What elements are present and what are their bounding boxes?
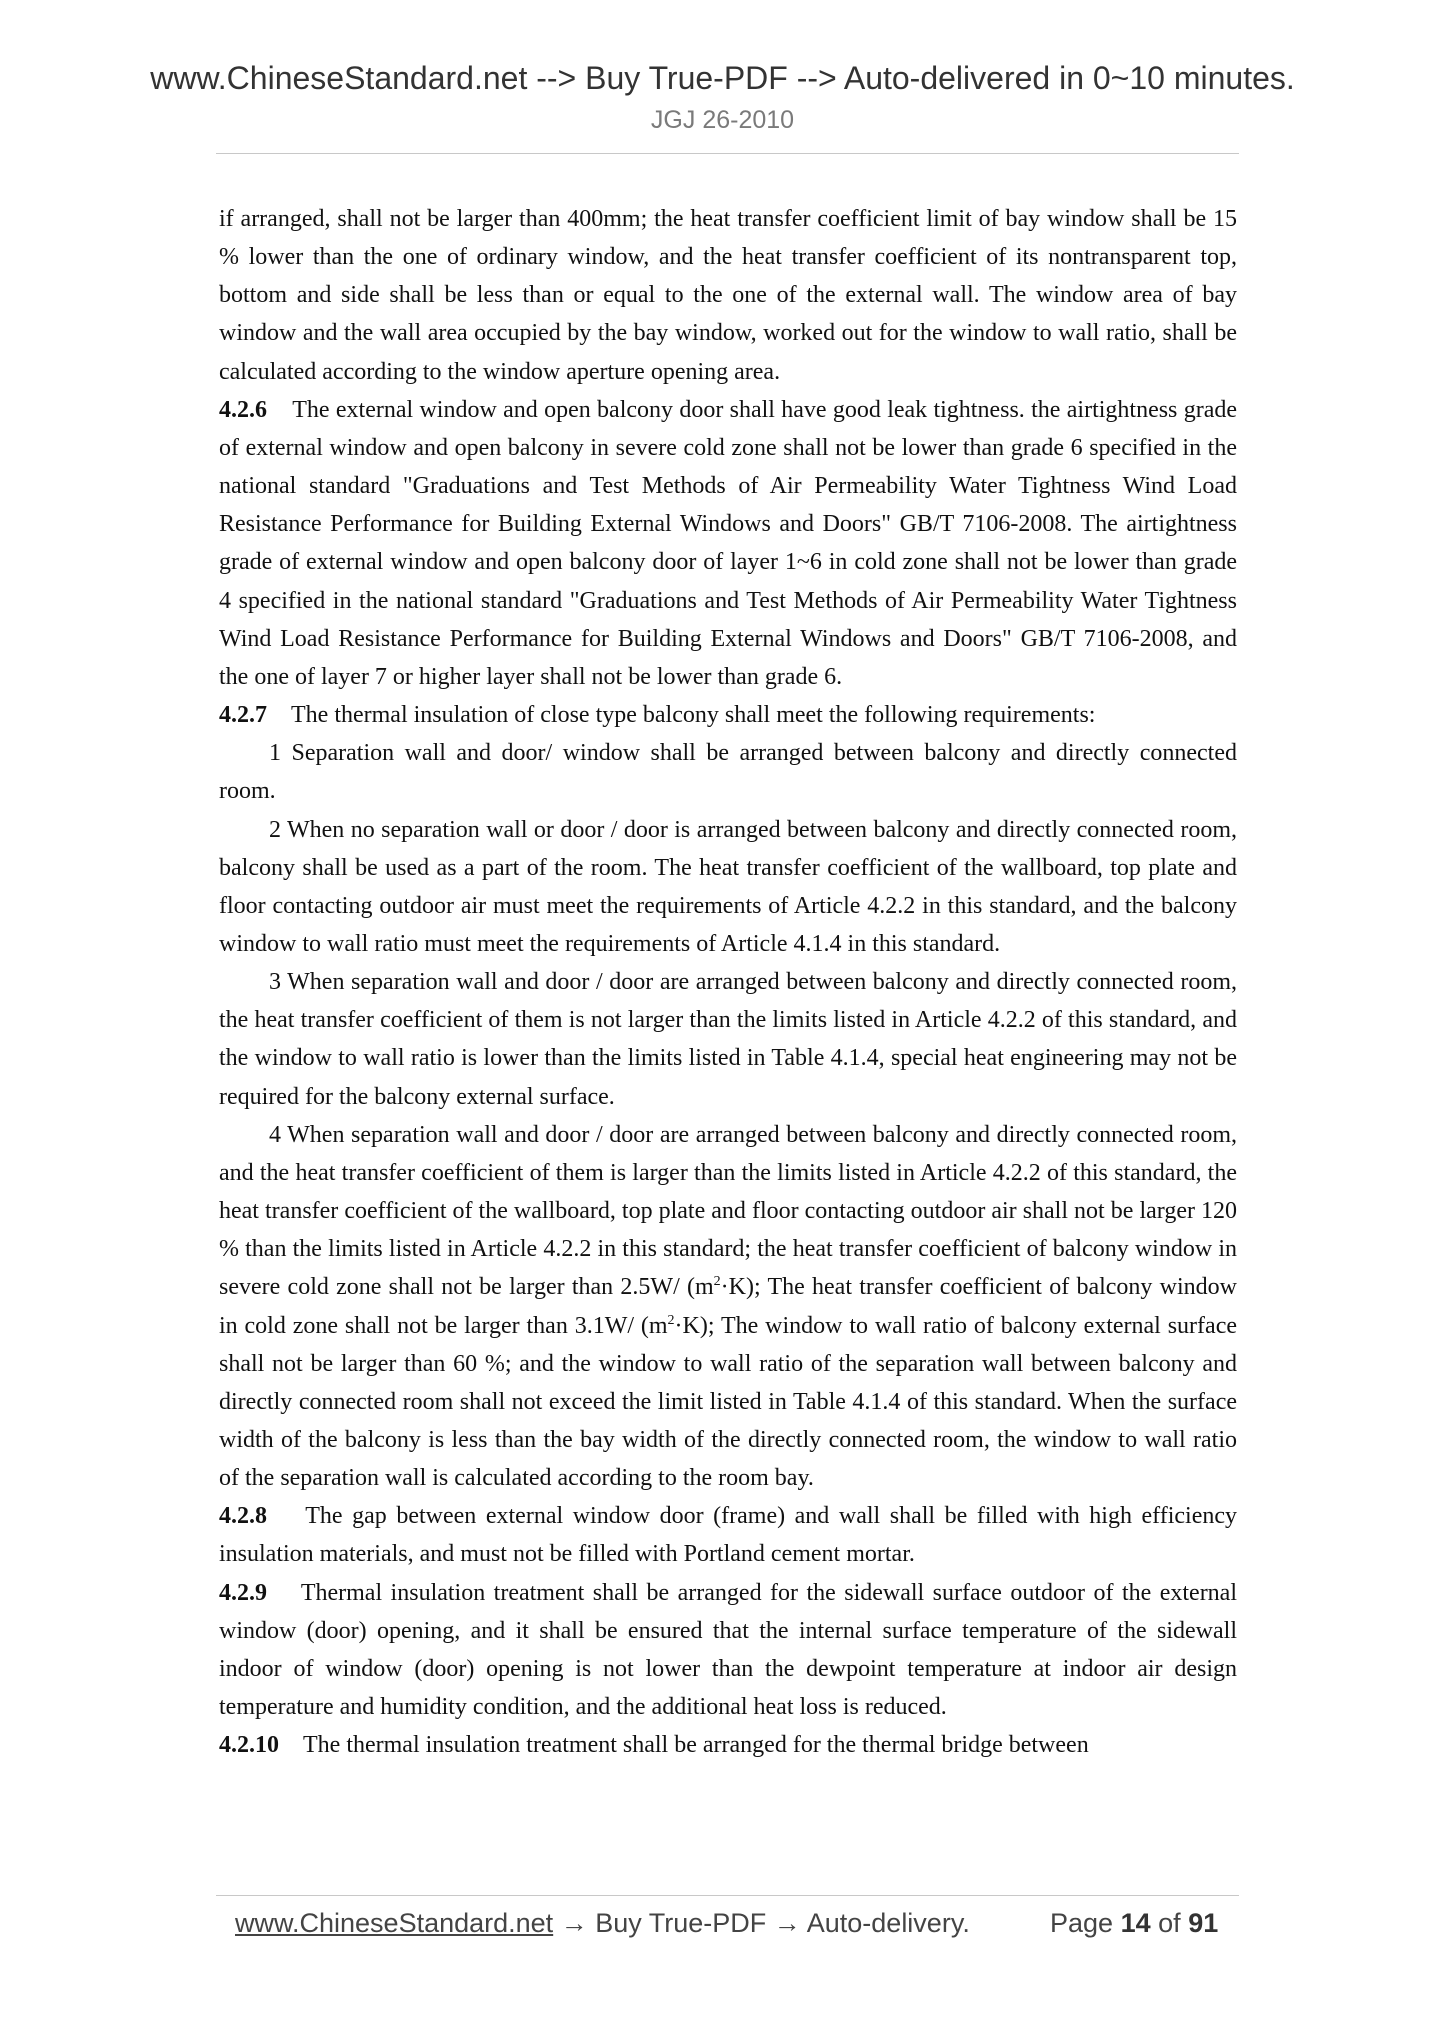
footer-site-link[interactable]: www.ChineseStandard.net — [235, 1908, 554, 1938]
list-item-4-part-c: ·K); The window to wall ratio of balcony external surface shall not be larger than 60 %; and the window to wall ratio of the separation wall between balcony and directly connected room shall not exceed the limit listed in Table 4.1.4 of this standard. When the surface width of the balcony is less than the bay width of the directly connected room, the window to wall ratio of the separation wall is calculated according to the room bay. — [219, 1312, 1237, 1492]
footer-link-group — [235, 1905, 970, 1941]
page-current: 14 — [1120, 1908, 1151, 1938]
clause-text: The thermal insulation treatment shall be arranged for the thermal bridge between — [303, 1732, 1089, 1759]
clause-4-2-9 — [219, 1574, 1237, 1727]
superscript-2: 2 — [713, 1274, 721, 1290]
clause-4-2-8 — [219, 1497, 1237, 1573]
list-item-3: 3 When separation wall and door / door are arranged between balcony and directly connected room, the heat transfer coefficient of them is not larger than the limits listed in Article 4.2.2 of this standard, and the window to wall ratio is lower than the limits listed in Table 4.1.4, special heat engineering may not be required for the balcony external surface. — [219, 969, 1237, 1110]
page-indicator — [1050, 1905, 1218, 1941]
clause-text: Thermal insulation treatment shall be arranged for the sidewall surface outdoor of the external window (door) opening, and it shall be ensured that the internal surface temperature of the sidewall indoor of window (door) opening is not lower than the dewpoint temperature at indoor air design temperature and humidity condition, and the additional heat loss is reduced. — [219, 1579, 1238, 1721]
clause-4-2-6 — [219, 391, 1237, 696]
clause-number: 4.2.8 — [219, 1503, 267, 1530]
clause-number: 4.2.10 — [219, 1732, 279, 1759]
list-item-4-part-a: 4 When separation wall and door / door are arranged between balcony and directly connected room, and the heat transfer coefficient of them is larger than the limits listed in Article 4.2.2 of this standard, the heat transfer coefficient of the wallboard, top plate and floor contacting outdoor air shall not be larger 120 % than the limits listed in Article 4.2.2 in this standard; the heat transfer coefficient of balcony window in severe cold zone shall not be larger than 2.5W/ (m — [219, 1121, 1237, 1301]
list-item-4-part-b: ·K); The heat transfer coefficient of balcony window in cold zone shall not be larger than 3.1W/ (m — [219, 1274, 1237, 1339]
header-divider — [216, 153, 1239, 154]
clause-number: 4.2.7 — [219, 702, 267, 729]
clause-text: The gap between external window door (frame) and wall shall be filled with high efficiency insulation materials, and must not be filled with Portland cement mortar. — [219, 1503, 1238, 1568]
clause-4-2-7 — [219, 696, 1237, 734]
clause-4-2-10 — [219, 1726, 1237, 1764]
list-item-2: 2 When no separation wall or door / door is arranged between balcony and directly connected room, balcony shall be used as a part of the room. The heat transfer coefficient of the wallboard, top plate and floor contacting outdoor air must meet the requirements of Article 4.2.2 in this standard, and the balcony window to wall ratio must meet the requirements of Article 4.1.4 in this standard. — [219, 816, 1237, 957]
page-label: Page — [1050, 1908, 1114, 1938]
list-item-1: 1 Separation wall and door/ window shall be arranged between balcony and directly connected room. — [219, 740, 1237, 805]
clause-text: The thermal insulation of close type balcony shall meet the following requirements: — [291, 702, 1096, 729]
clause-number: 4.2.6 — [219, 396, 267, 423]
page-of-label: of — [1158, 1908, 1181, 1938]
document-body — [219, 200, 1237, 1764]
superscript-2: 2 — [667, 1312, 675, 1328]
clause-number: 4.2.9 — [219, 1579, 267, 1606]
page-total: 91 — [1188, 1908, 1219, 1938]
standard-code: JGJ 26-2010 — [650, 106, 795, 134]
banner-link[interactable]: www.ChineseStandard.net --> Buy True-PDF --> Auto-delivered in 0~10 minutes. — [150, 60, 1295, 96]
paragraph-bay-window: if arranged, shall not be larger than 400mm; the heat transfer coefficient limit of bay window shall be 15 % lower than the one of ordinary window, and the heat transfer coefficient of its nontransparent top, bottom and side shall be less than or equal to the one of the external wall. The window area of bay window and the wall area occupied by the bay window, worked out for the window to wall ratio, shall be calculated according to the window aperture opening area. — [219, 206, 1237, 385]
footer-tagline: → Buy True-PDF → Auto-delivery. — [553, 1908, 970, 1938]
clause-text: The external window and open balcony door shall have good leak tightness. the airtightness grade of external window and open balcony in severe cold zone shall not be lower than grade 6 specified in the national standard "Graduations and Test Methods of Air Permeability Water Tightness Wind Load Resistance Performance for Building External Windows and Doors" GB/T 7106-2008. The airtightness grade of external window and open balcony door of layer 1~6 in cold zone shall not be lower than grade 4 specified in the national standard "Graduations and Test Methods of Air Permeability Water Tightness Wind Load Resistance Performance for Building External Windows and Doors" GB/T 7106-2008, and the one of layer 7 or higher layer shall not be lower than grade 6. — [219, 396, 1238, 690]
footer-divider — [216, 1895, 1239, 1896]
list-item-4 — [219, 1116, 1237, 1498]
